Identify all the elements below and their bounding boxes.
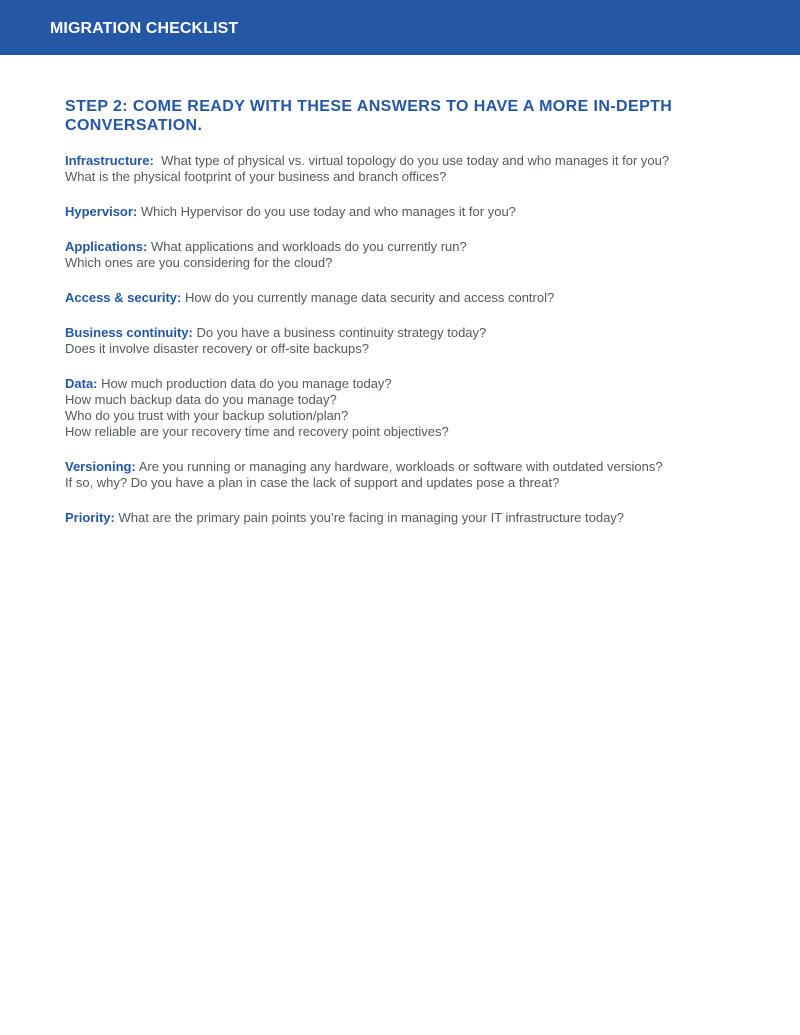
item-label: Data:	[65, 376, 98, 391]
item-text: Does it involve disaster recovery or off-site backups?	[65, 341, 369, 356]
item-line	[65, 204, 755, 220]
item-line	[65, 510, 755, 526]
item-label: Versioning:	[65, 459, 136, 474]
item-text: Which Hypervisor do you use today and who manages it for you?	[140, 204, 516, 219]
item-line	[65, 290, 755, 306]
header-bar	[0, 0, 800, 55]
item-text: Are you running or managing any hardware, workloads or software with outdated versions?	[138, 459, 663, 474]
item-text: If so, why? Do you have a plan in case the lack of support and updates pose a threat?	[65, 475, 560, 490]
item-label: Applications:	[65, 239, 148, 254]
checklist-item-infrastructure	[65, 153, 755, 185]
item-text: How much backup data do you manage today?	[65, 392, 337, 407]
item-line	[65, 325, 755, 341]
step-heading: STEP 2: COME READY WITH THESE ANSWERS TO HAVE A MORE IN-DEPTH CONVERSATION.	[65, 98, 673, 134]
checklist-item-versioning	[65, 459, 755, 491]
item-text: How do you currently manage data security and access control?	[184, 290, 555, 305]
checklist-item-applications	[65, 239, 755, 271]
item-text: What applications and workloads do you currently run?	[150, 239, 467, 254]
item-label: Hypervisor:	[65, 204, 138, 219]
item-label: Business continuity:	[65, 325, 193, 340]
item-text: How much production data do you manage today?	[101, 376, 392, 391]
item-line	[65, 153, 755, 169]
item-text: How reliable are your recovery time and recovery point objectives?	[65, 424, 449, 439]
item-line	[65, 459, 755, 475]
item-line	[65, 239, 755, 255]
item-text: What are the primary pain points you’re facing in managing your IT infrastructure today?	[118, 510, 625, 525]
item-label: Infrastructure:	[65, 153, 154, 168]
item-label: Access & security:	[65, 290, 182, 305]
item-text: Which ones are you considering for the cloud?	[65, 255, 333, 270]
checklist-item-business-continuity	[65, 325, 755, 357]
item-text: What is the physical footprint of your business and branch offices?	[65, 169, 447, 184]
checklist-item-priority	[65, 510, 755, 526]
page-title: MIGRATION CHECKLIST	[50, 20, 239, 37]
item-text: Do you have a business continuity strategy today?	[196, 325, 487, 340]
item-text: Who do you trust with your backup solution/plan?	[65, 408, 349, 423]
checklist-item-data	[65, 376, 755, 440]
item-line	[65, 376, 755, 392]
item-label: Priority:	[65, 510, 115, 525]
checklist-item-access-security	[65, 290, 755, 306]
checklist-content	[65, 97, 755, 545]
item-text: What type of physical vs. virtual topology do you use today and who manages it for you?	[161, 153, 670, 168]
checklist-item-hypervisor	[65, 204, 755, 220]
